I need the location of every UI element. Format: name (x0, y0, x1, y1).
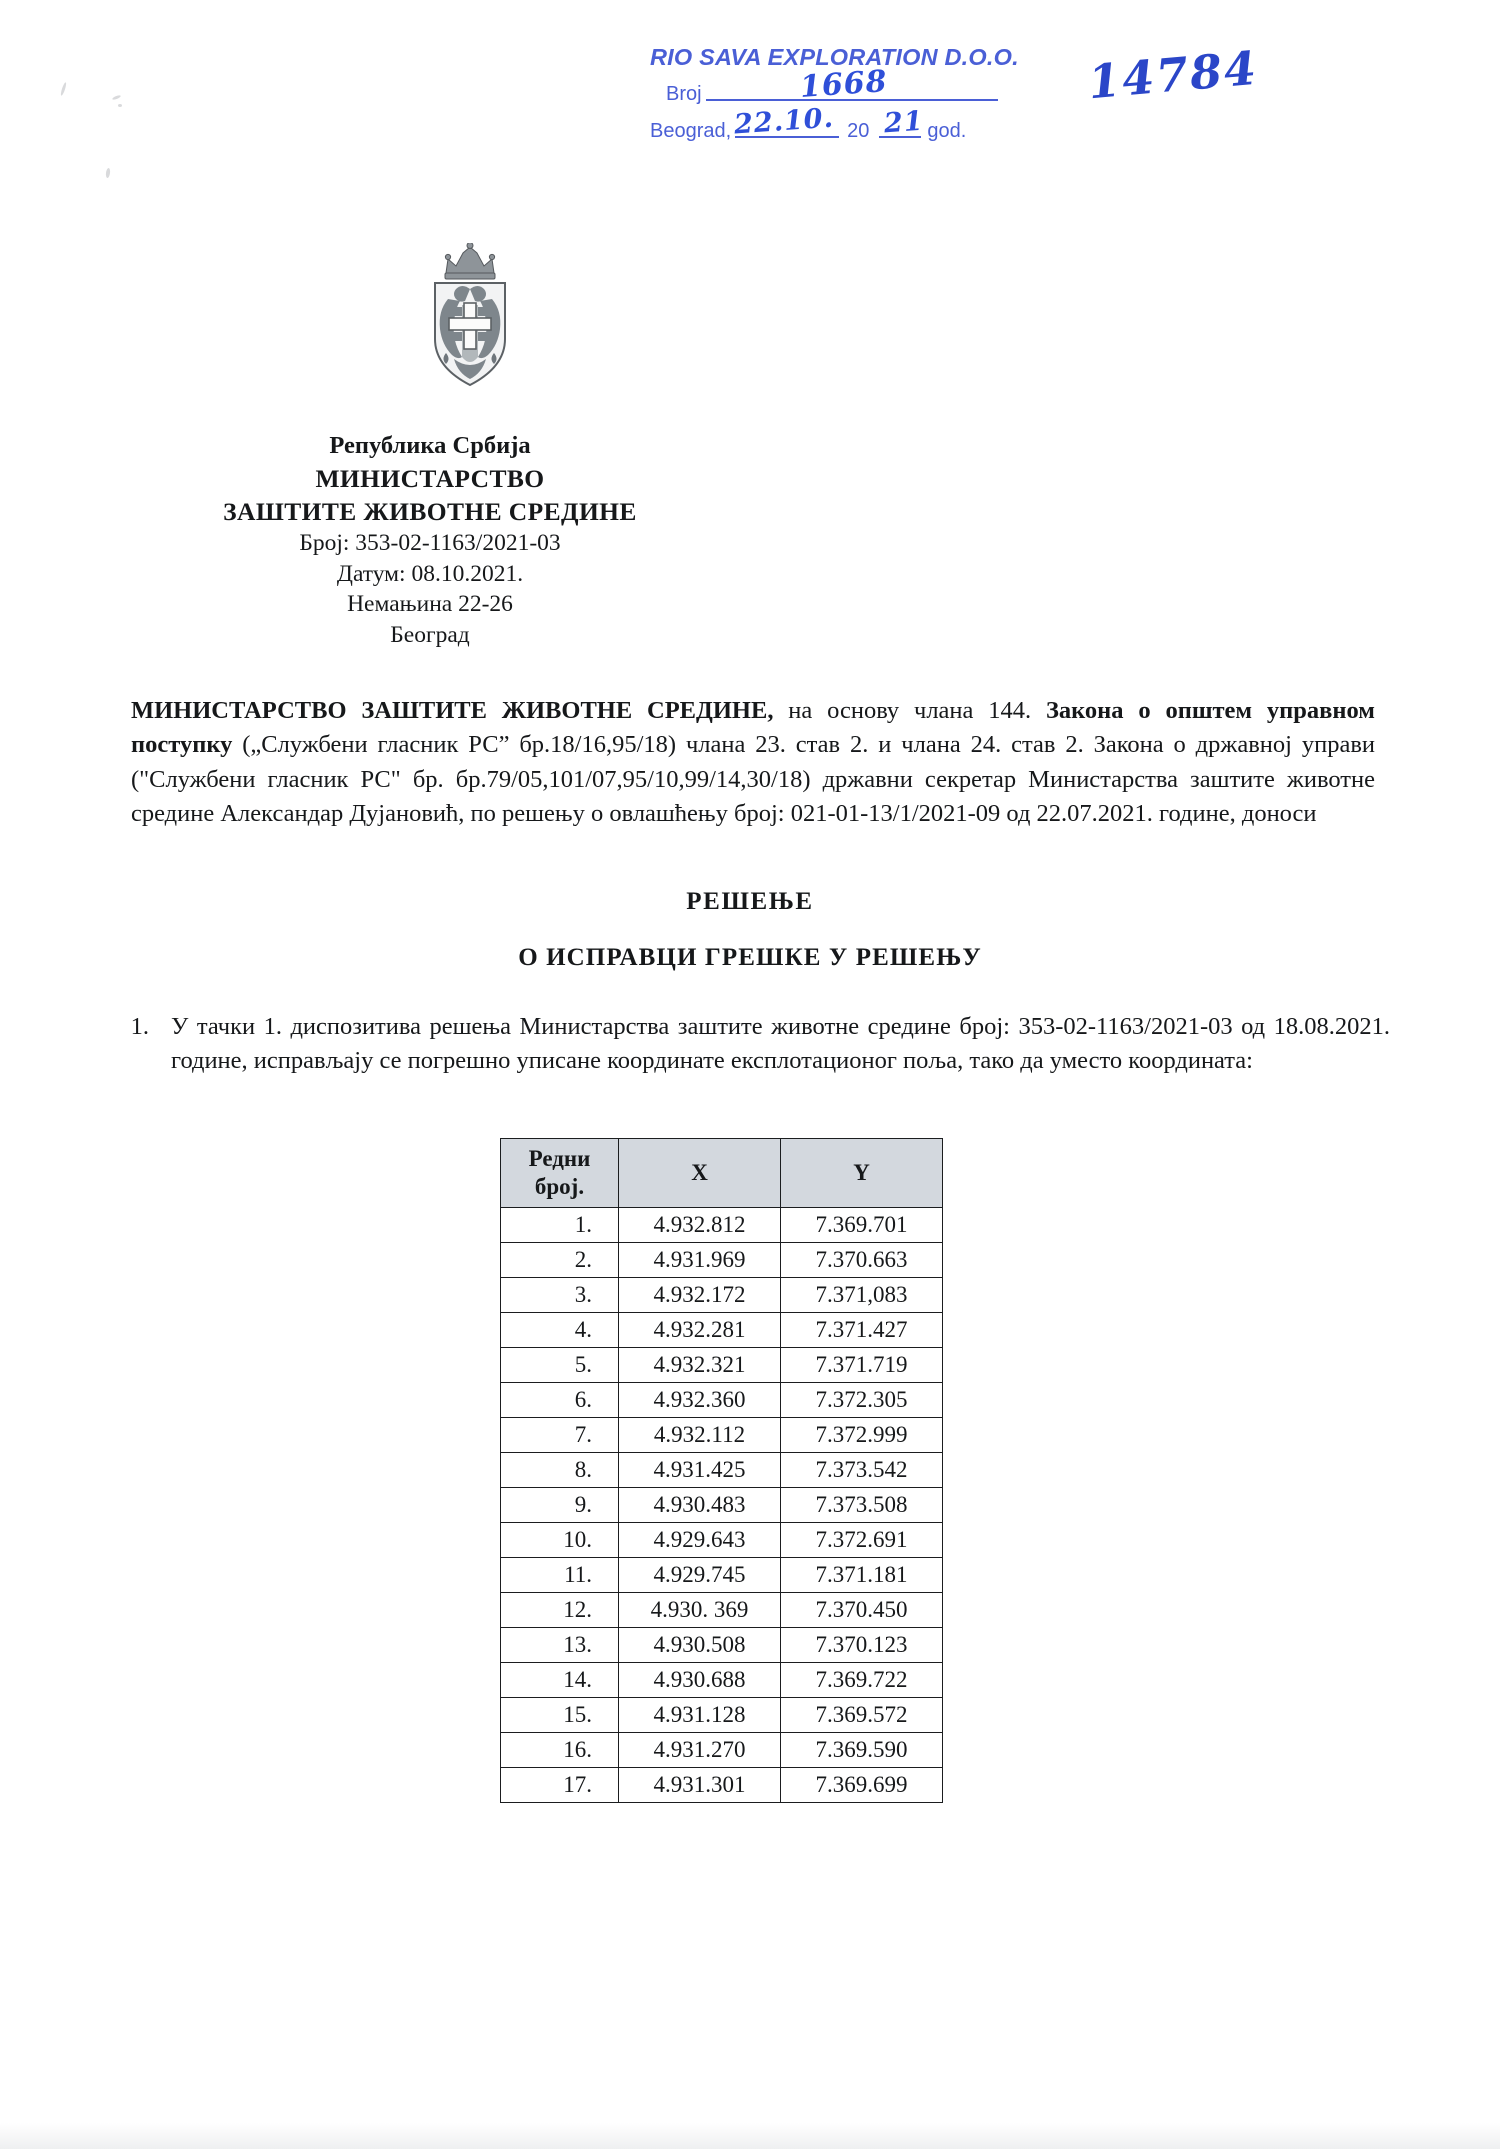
table-body (501, 1208, 943, 1803)
cell-ordinal: 13. (501, 1628, 619, 1663)
archive-number-handwritten: 14784 (1085, 40, 1261, 110)
cell-ordinal: 9. (501, 1488, 619, 1523)
body-part-1: на основу члана 144. (773, 697, 1046, 724)
table-row (501, 1523, 943, 1558)
stamp-city-label: Beograd, (650, 120, 732, 142)
cell-y: 7.373.508 (781, 1488, 943, 1523)
table-row (501, 1698, 943, 1733)
table-header-row (501, 1139, 943, 1208)
cell-y: 7.371.719 (781, 1348, 943, 1383)
cell-x: 4.932.360 (619, 1383, 781, 1418)
cell-x: 4.931.270 (619, 1733, 781, 1768)
cell-x: 4.932.812 (619, 1208, 781, 1243)
table-row (501, 1243, 943, 1278)
address-street: Немањина 22-26 (347, 591, 513, 618)
serbia-coat-of-arms-icon (418, 243, 522, 393)
ministry-header (190, 430, 670, 650)
cell-y: 7.369.572 (781, 1698, 943, 1733)
cell-ordinal: 17. (501, 1768, 619, 1803)
item-text: У тачки 1. диспозитива решења Министарства заштите животне средине број: 353-02-1163/2021-03 од 18.08.2021. године, исправљају се погрешно уписане координате експлотационог поља, тако да уместо координата: (171, 1013, 1390, 1075)
cell-x: 4.932.281 (619, 1313, 781, 1348)
cell-y: 7.371.181 (781, 1558, 943, 1593)
table-row (501, 1733, 943, 1768)
column-header-y: Y (781, 1139, 943, 1208)
cell-x: 4.931.301 (619, 1768, 781, 1803)
cell-ordinal: 2. (501, 1243, 619, 1278)
stamp-god-label: god. (927, 120, 967, 142)
cell-ordinal: 7. (501, 1418, 619, 1453)
stamp-broj-label: Broj (666, 83, 702, 105)
table-row (501, 1628, 943, 1663)
reception-stamp (648, 44, 1019, 143)
cell-x: 4.931.425 (619, 1453, 781, 1488)
cell-ordinal: 14. (501, 1663, 619, 1698)
scan-edge-shadow (0, 2123, 1500, 2149)
stamp-year-handwritten-value: 21 (882, 105, 925, 140)
scan-speck (105, 168, 110, 178)
cell-x: 4.932.172 (619, 1278, 781, 1313)
cell-x: 4.929.745 (619, 1558, 781, 1593)
table-row (501, 1383, 943, 1418)
cell-ordinal: 12. (501, 1593, 619, 1628)
republic-line: Република Србија (329, 432, 531, 459)
cell-x: 4.932.321 (619, 1348, 781, 1383)
column-header-ordinal (501, 1139, 619, 1208)
table-row (501, 1593, 943, 1628)
cell-ordinal: 11. (501, 1558, 619, 1593)
cell-x: 4.930.508 (619, 1628, 781, 1663)
cell-y: 7.372.999 (781, 1418, 943, 1453)
cell-y: 7.369.699 (781, 1768, 943, 1803)
stamp-year-prefix: 20 (847, 120, 870, 142)
address-city: Београд (390, 621, 470, 648)
item-number: 1. (130, 1013, 149, 1040)
numbered-item-1 (105, 1010, 1390, 1079)
ministry-line: МИНИСТАРСТВО (315, 463, 545, 493)
column-header-ordinal-line1: Редни (528, 1146, 591, 1171)
cell-ordinal: 4. (501, 1313, 619, 1348)
cell-x: 4.930.483 (619, 1488, 781, 1523)
ministry-dept-line: ЗАШТИТЕ ЖИВОТНЕ СРЕДИНЕ (223, 496, 637, 526)
cell-x: 4.931.128 (619, 1698, 781, 1733)
stamp-date-handwritten-value: 22.10. (733, 102, 835, 141)
cell-ordinal: 1. (501, 1208, 619, 1243)
table-row (501, 1768, 943, 1803)
cell-x: 4.929.643 (619, 1523, 781, 1558)
scan-speck (118, 104, 122, 107)
table-row (501, 1418, 943, 1453)
column-header-x: X (619, 1139, 781, 1208)
cell-y: 7.370.663 (781, 1243, 943, 1278)
table-row (501, 1278, 943, 1313)
decision-title: РЕШЕЊЕ (686, 888, 814, 915)
cell-y: 7.371,083 (781, 1278, 943, 1313)
document-number: Број: 353-02-1163/2021-03 (299, 530, 561, 557)
table-row (501, 1558, 943, 1593)
scan-speck (112, 94, 121, 100)
decision-subtitle: О ИСПРАВЦИ ГРЕШКЕ У РЕШЕЊУ (518, 944, 982, 971)
table-row (501, 1453, 943, 1488)
table-row (501, 1488, 943, 1523)
body-part-2: („Службени гласник РС” бр.18/16,95/18) члана 23. став 2. и члана 24. став 2. Закона о државној управи ("Службени гласник РС" бр. бр.79/05,101/07,95/10,99/14,30/18) државни секретар Министарства заштите животне средине Александар Дујановић, по решењу о овлашћењу број: 021-01-13/1/2021-09 од 22.07.2021. године, доноси (131, 731, 1375, 827)
stamp-company-name: RIO SAVA EXPLORATION D.O.O. (650, 44, 1019, 70)
table-header (501, 1139, 943, 1208)
scan-speck (60, 82, 67, 96)
cell-y: 7.372.305 (781, 1383, 943, 1418)
table-row (501, 1663, 943, 1698)
cell-x: 4.930.688 (619, 1663, 781, 1698)
cell-y: 7.370.123 (781, 1628, 943, 1663)
table-row (501, 1348, 943, 1383)
cell-ordinal: 5. (501, 1348, 619, 1383)
cell-y: 7.371.427 (781, 1313, 943, 1348)
cell-x: 4.932.112 (619, 1418, 781, 1453)
cell-y: 7.369.701 (781, 1208, 943, 1243)
column-header-ordinal-line2: број. (534, 1174, 585, 1200)
coordinates-table (500, 1138, 943, 1803)
cell-ordinal: 3. (501, 1278, 619, 1313)
table-row (501, 1313, 943, 1348)
document-date: Датум: 08.10.2021. (336, 560, 524, 587)
cell-ordinal: 16. (501, 1733, 619, 1768)
cell-y: 7.369.722 (781, 1663, 943, 1698)
cell-ordinal: 10. (501, 1523, 619, 1558)
cell-y: 7.373.542 (781, 1453, 943, 1488)
body-lead-bold: МИНИСТАРСТВО ЗАШТИТЕ ЖИВОТНЕ СРЕДИНЕ, (131, 697, 774, 724)
cell-x: 4.931.969 (619, 1243, 781, 1278)
cell-ordinal: 8. (501, 1453, 619, 1488)
stamp-broj-handwritten-value: 1668 (798, 63, 889, 106)
cell-ordinal: 6. (501, 1383, 619, 1418)
legal-basis-paragraph (131, 694, 1375, 831)
stamp-date-row (648, 102, 998, 143)
cell-ordinal: 15. (501, 1698, 619, 1733)
body-bold-law: Закона о општем управном поступку (131, 697, 1375, 759)
cell-y: 7.372.691 (781, 1523, 943, 1558)
cell-y: 7.370.450 (781, 1593, 943, 1628)
table-row (501, 1208, 943, 1243)
cell-y: 7.369.590 (781, 1733, 943, 1768)
cell-x: 4.930. 369 (619, 1593, 781, 1628)
